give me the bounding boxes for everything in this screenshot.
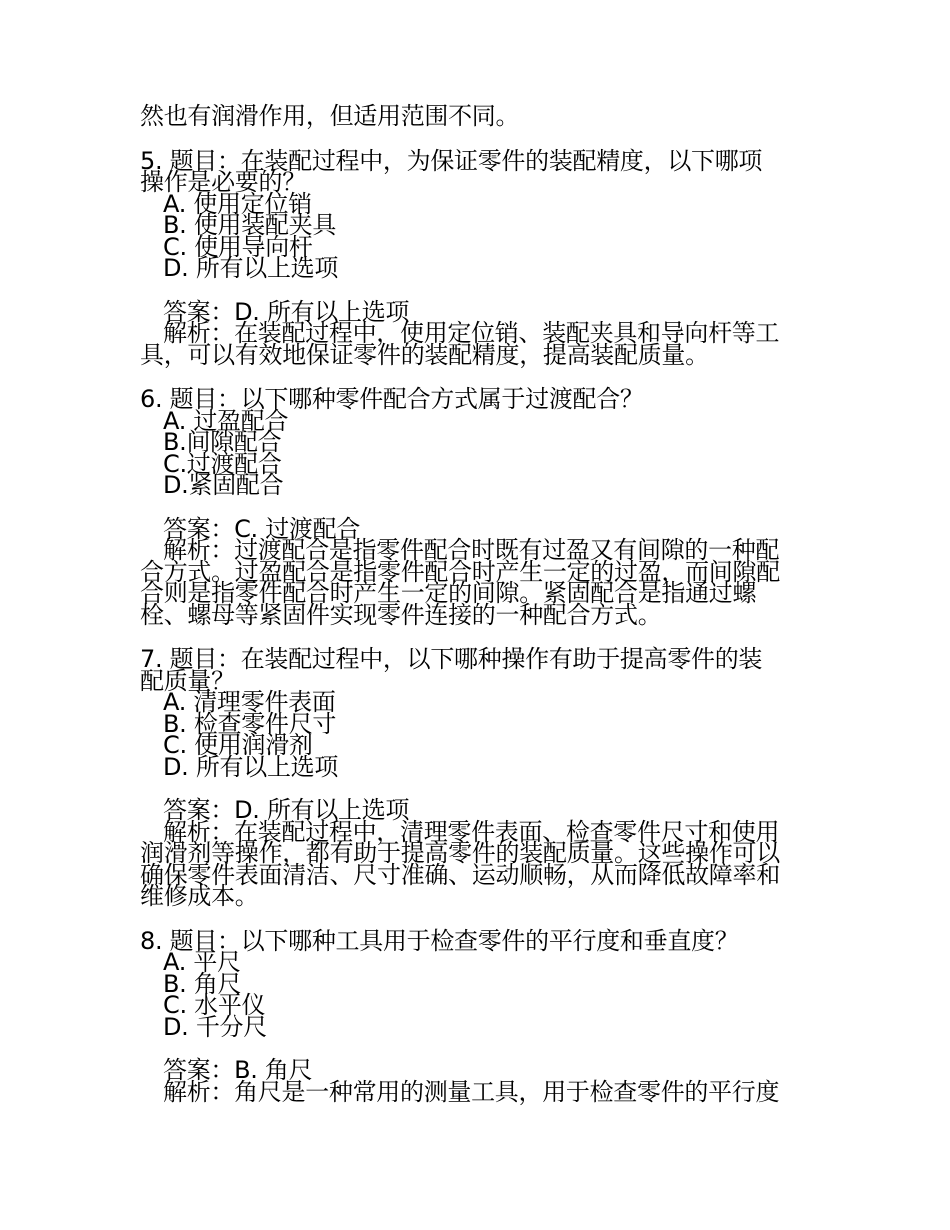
option-a: A. 使用定位销 [163, 189, 312, 218]
question-title: 7. 题目：在装配过程中，以下哪种操作有助于提高零件的装 [140, 645, 763, 673]
explanation-line: 合方式。过盈配合是指零件配合时产生一定的过盈，而间隙配 [140, 557, 780, 586]
option-a: A. 过盈配合 [163, 406, 289, 435]
explanation-line: 解析：角尺是一种常用的测量工具，用于检查零件的平行度 [163, 1077, 780, 1106]
option-c: C. 水平仪 [163, 991, 266, 1019]
question-title: 8. 题目：以下哪种工具用于检查零件的平行度和垂直度？ [140, 926, 739, 955]
option-b: B. 角尺 [163, 969, 242, 998]
explanation-line: 解析：在装配过程中，清理零件表面、检查零件尺寸和使用 [163, 817, 780, 846]
question-8 [140, 926, 820, 1106]
explanation-line: 解析：在装配过程中，使用定位销、装配夹具和导向杆等工 [163, 319, 780, 347]
document-body [140, 102, 820, 1106]
option-c: C.过渡配合 [163, 449, 282, 478]
question-title: 5. 题目：在装配过程中，为保证零件的装配精度，以下哪项 [140, 146, 763, 175]
option-b: B. 使用装配夹具 [163, 211, 337, 239]
explanation-line: 具，可以有效地保证零件的装配精度，提高装配质量。 [140, 340, 709, 369]
explanation-line: 栓、螺母等紧固件实现零件连接的一种配合方式。 [140, 600, 662, 629]
option-d: D. 所有以上选项 [163, 254, 339, 282]
intro-text: 然也有润滑作用，但适用范围不同。 [140, 102, 520, 130]
answer: 答案：C. 过渡配合 [163, 514, 361, 543]
explanation-line: 润滑剂等操作，都有助于提高零件的装配质量。这些操作可以 [140, 839, 780, 867]
option-c: C. 使用导向杆 [163, 232, 313, 261]
option-c: C. 使用润滑剂 [163, 731, 313, 759]
answer: 答案：D. 所有以上选项 [163, 796, 410, 824]
option-b: B.间隙配合 [163, 428, 282, 456]
option-d: D. 千分尺 [163, 1012, 267, 1041]
question-title-cont: 操作是必要的？ [140, 168, 306, 196]
answer: 答案：D. 所有以上选项 [163, 297, 410, 326]
option-d: D. 所有以上选项 [163, 752, 339, 781]
explanation-line: 合则是指零件配合时产生一定的间隙。紧固配合是指通过螺 [140, 579, 757, 607]
question-title: 6. 题目：以下哪种零件配合方式属于过渡配合？ [140, 385, 644, 413]
explanation-line: 维修成本。 [140, 882, 259, 910]
question-title-cont: 配质量？ [140, 666, 235, 695]
option-b: B. 检查零件尺寸 [163, 709, 337, 738]
explanation-line: 确保零件表面清洁、尺寸准确、运动顺畅，从而降低故障率和 [140, 860, 780, 889]
explanation-line: 解析：过渡配合是指零件配合时既有过盈又有间隙的一种配 [163, 536, 780, 564]
question-5 [140, 146, 820, 369]
option-d: D.紧固配合 [163, 471, 284, 499]
answer: 答案：B. 角尺 [163, 1056, 313, 1084]
option-a: A. 平尺 [163, 948, 241, 976]
option-a: A. 清理零件表面 [163, 688, 336, 716]
question-6 [140, 385, 820, 629]
question-7 [140, 645, 820, 910]
